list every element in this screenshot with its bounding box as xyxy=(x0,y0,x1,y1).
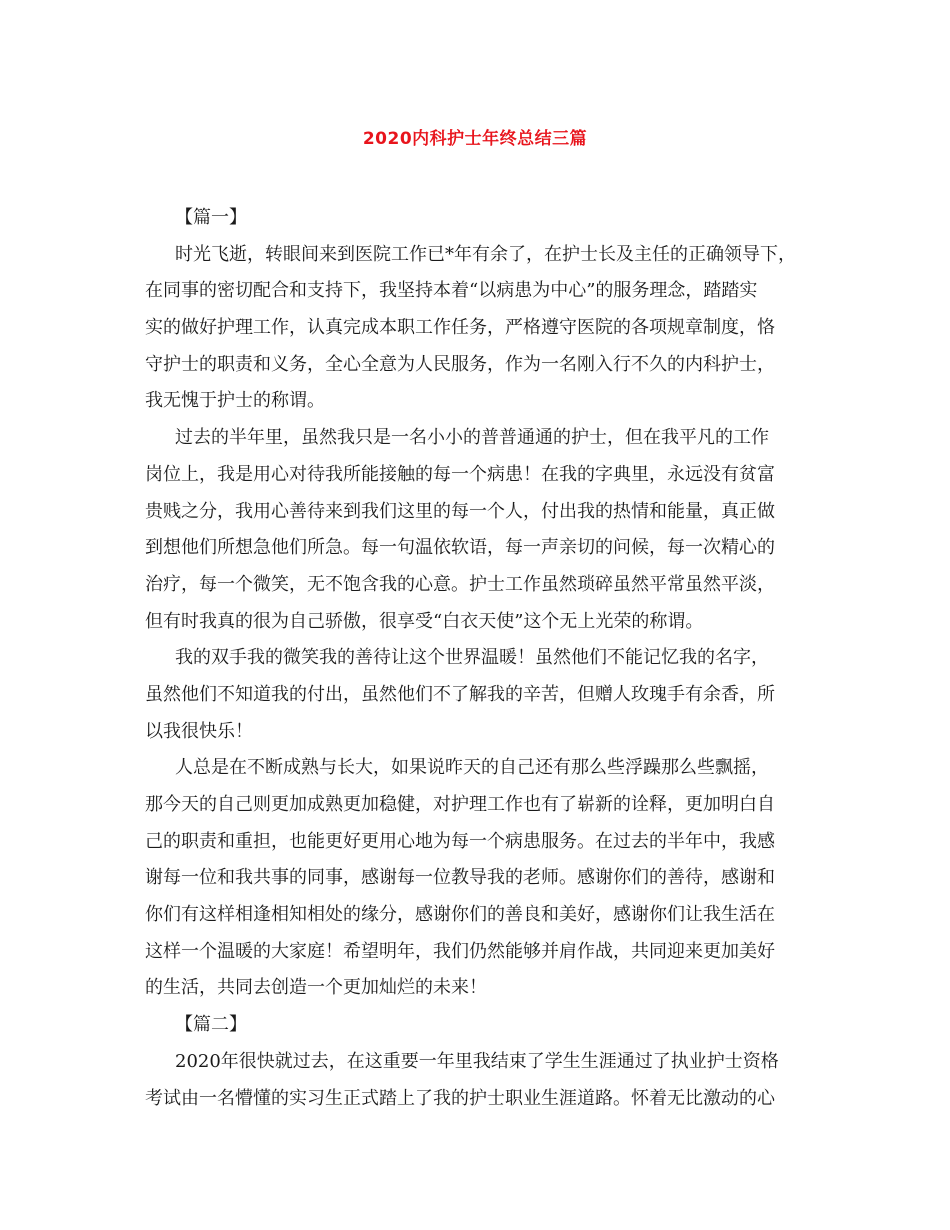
text-line: 考试由一名懵懂的实习生正式踏上了我的护士职业生涯道路。怀着无比激动的心 xyxy=(145,1087,775,1109)
text-line: 我的双手我的微笑我的善待让这个世界温暖！虽然他们不能记忆我的名字， xyxy=(175,647,769,669)
text-line: 2020年很快就过去，在这重要一年里我结束了学生生涯通过了执业护士资格 xyxy=(175,1050,779,1072)
text-line: 己的职责和重担，也能更好更用心地为每一个病患服务。在过去的半年中，我感 xyxy=(145,830,775,852)
text-line: 我无愧于护士的称谓。 xyxy=(145,390,325,412)
text-line: 实的做好护理工作，认真完成本职工作任务，严格遵守医院的各项规章制度，恪 xyxy=(145,317,775,339)
text-line: 那今天的自己则更加成熟更加稳健，对护理工作也有了崭新的诠释，更加明白自 xyxy=(145,794,775,815)
text-line: 以我很快乐！ xyxy=(145,720,253,742)
document-title: 2020内科护士年终总结三篇 xyxy=(362,129,588,149)
text-line: 但有时我真的很为自己骄傲，很享受“白衣天使”这个无上光荣的称谓。 xyxy=(145,610,704,632)
text-line: 治疗，每一个微笑，无不饱含我的心意。护士工作虽然琐碎虽然平常虽然平淡， xyxy=(145,573,775,595)
text-line: 过去的半年里，虽然我只是一名小小的普普通通的护士，但在我平凡的工作 xyxy=(175,427,769,449)
text-line: 你们有这样相逢相知相处的缘分，感谢你们的善良和美好，感谢你们让我生活在 xyxy=(145,904,775,926)
text-line: 守护士的职责和义务，全心全意为人民服务，作为一名刚入行不久的内科护士， xyxy=(145,353,775,375)
text-line: 到想他们所想急他们所急。每一句温依软语，每一声亲切的问候，每一次精心的 xyxy=(145,537,775,559)
section-heading: 【篇二】 xyxy=(175,1014,247,1036)
text-line: 谢每一位和我共事的同事，感谢每一位教导我的老师。感谢你们的善待，感谢和 xyxy=(145,867,775,889)
text-line: 岗位上，我是用心对待我所能接触的每一个病患！在我的字典里，永远没有贫富 xyxy=(145,463,775,485)
text-line: 人总是在不断成熟与长大，如果说昨天的自己还有那么些浮躁那么些飘摇， xyxy=(175,757,769,779)
text-line: 在同事的密切配合和支持下，我坚持本着“以病患为中心”的服务理念，踏踏实 xyxy=(145,280,758,302)
text-line: 的生活，共同去创造一个更加灿烂的未来！ xyxy=(145,977,487,999)
text-line: 虽然他们不知道我的付出，虽然他们不了解我的辛苦，但赠人玫瑰手有余香，所 xyxy=(145,683,775,705)
document-body xyxy=(145,200,810,1117)
text-line: 贵贱之分，我用心善待来到我们这里的每一个人，付出我的热情和能量，真正做 xyxy=(145,500,775,522)
section-heading: 【篇一】 xyxy=(175,207,247,228)
text-line: 时光飞逝，转眼间来到医院工作已*年有余了，在护士长及主任的正确领导下， xyxy=(175,243,796,265)
text-line: 这样一个温暖的大家庭！希望明年，我们仍然能够并肩作战，共同迎来更加美好 xyxy=(145,940,775,962)
